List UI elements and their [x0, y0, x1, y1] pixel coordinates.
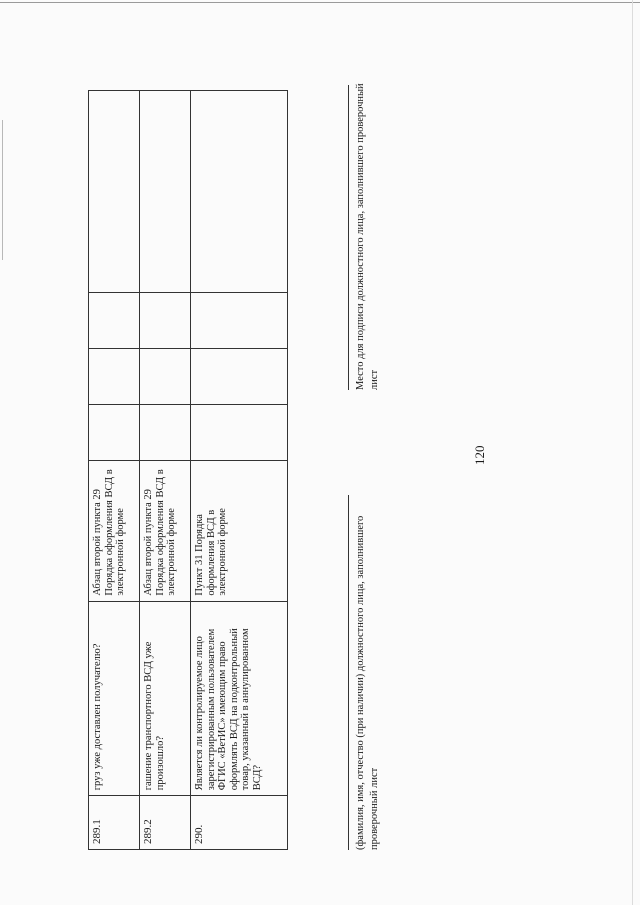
checklist-table — [88, 90, 288, 850]
row-question: гашение транспортного ВСД уже произошло? — [140, 601, 191, 796]
signature-caption: Место для подписи должностного лица, заполнившего проверочный лист — [355, 83, 380, 390]
row-reference: Пункт 31 Порядка оформления ВСД в электронной форме — [191, 460, 288, 601]
table-row — [191, 91, 288, 850]
row-reference: Абзац второй пункта 29 Порядка оформления ВСД в электронной форме — [140, 460, 191, 601]
answer-no-cell — [89, 349, 140, 405]
answer-na-cell — [191, 293, 288, 349]
answer-no-cell — [191, 349, 288, 405]
answer-yes-cell — [140, 405, 191, 461]
answer-yes-cell — [191, 405, 288, 461]
row-question: груз уже доставлен получателю? — [89, 601, 140, 796]
row-number: 289.1 — [89, 796, 140, 850]
table-row — [89, 91, 140, 850]
row-number: 290. — [191, 796, 288, 850]
answer-na-cell — [140, 293, 191, 349]
note-cell — [89, 91, 140, 293]
table-row — [140, 91, 191, 850]
answer-na-cell — [89, 293, 140, 349]
page-number: 120 — [472, 445, 487, 465]
note-cell — [191, 91, 288, 293]
row-reference: Абзац второй пункта 29 Порядка оформления ВСД в электронной форме — [89, 460, 140, 601]
name-caption: (фамилия, имя, отчество (при наличии) должностного лица, заполнившего проверочный лист — [355, 515, 380, 850]
name-signature-line — [348, 495, 349, 850]
answer-yes-cell — [89, 405, 140, 461]
row-number: 289.2 — [140, 796, 191, 850]
note-cell — [140, 91, 191, 293]
signature-line — [348, 85, 349, 390]
answer-no-cell — [140, 349, 191, 405]
row-question: Является ли контролируемое лицо зарегистрированным пользователем ФГИС «ВетИС» имеющим право оформлять ВСД на подконтрольный товар, указанный в аннулированном ВСД? — [191, 601, 288, 796]
